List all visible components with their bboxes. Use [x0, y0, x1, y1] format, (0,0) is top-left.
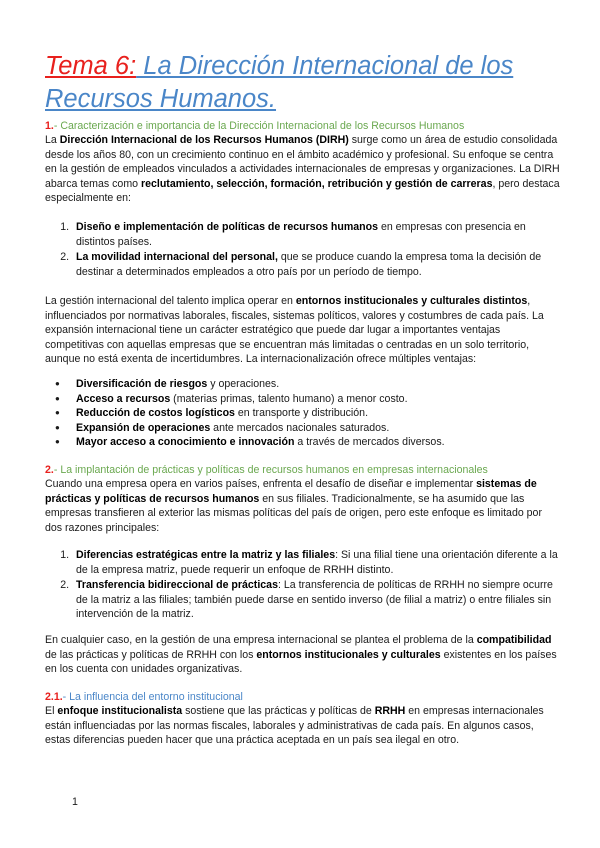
section-2-heading [45, 463, 561, 477]
section-2-1-paragraph-1: El enfoque institucionalista sostiene que las prácticas y políticas de RRHH en empresas internacionales están influenciadas por las normas fiscales, laborales y administrativas de cada país. En algunos casos, estas diferencias pueden hacer que una práctica aceptada en un país sea ilegal en otro. [45, 705, 544, 747]
section-1-bullets [45, 377, 561, 450]
section-1-list [45, 220, 561, 279]
section-2-paragraph-1: Cuando una empresa opera en varios países, enfrenta el desafío de diseñar e implementar sistemas de prácticas y políticas de recursos humanos en sus filiales. Tradicionalmente, se ha asumido que las empresas transfieren al exterior las mismas políticas del país de origen, pero este enfoque es limitado por dos razones principales: [45, 478, 542, 534]
list-item: ● Acceso a recursos (materias primas, talento humano) a menor costo. [72, 392, 561, 407]
section-2-number: 2. [45, 464, 54, 476]
list-item: 1. Diseño e implementación de políticas de recursos humanos en empresas con presencia en distintos países. [72, 220, 561, 249]
list-item: ● Expansión de operaciones ante mercados nacionales saturados. [72, 421, 561, 436]
list-item: 2. La movilidad internacional del personal, que se produce cuando la empresa toma la decisión de destinar a determinados empleados a otro país por un período de tiempo. [72, 250, 561, 279]
section-2-list [45, 548, 561, 622]
list-item: 2. Transferencia bidireccional de prácticas: La transferencia de políticas de RRHH no siempre ocurre de la matriz a las filiales; también puede darse en sentido inverso (de filial a matriz) o entre filiales sin intervención de la matriz. [72, 578, 561, 622]
section-2-1-heading [45, 690, 561, 704]
section-2-paragraph-2: En cualquier caso, en la gestión de una empresa internacional se plantea el problema de la compatibilidad de las prácticas y políticas de RRHH con los entornos institucionales y culturales existentes en los países en los cuenta con unidades organizativas. [45, 634, 557, 676]
section-1-heading [45, 119, 561, 133]
section-1 [45, 119, 561, 206]
list-item: ● Mayor acceso a conocimiento e innovación a través de mercados diversos. [72, 435, 561, 450]
section-1-number: 1. [45, 120, 54, 132]
section-1-paragraph-1: La Dirección Internacional de los Recursos Humanos (DIRH) surge como un área de estudio consolidada desde los años 80, con un crecimiento continuo en el ámbito académico y profesional. Su enfoque se centra en la gestión de empleados vinculados a actividades internacionales de empresas y organizaciones. La DIRH abarca temas como reclutamiento, selección, formación, retribución y gestión de carreras, pero destaca especialmente en: [45, 134, 560, 205]
title-text: La Dirección Internacional de los Recursos Humanos. [45, 52, 514, 113]
section-2 [45, 463, 561, 535]
list-item: ● Reducción de costos logísticos en transporte y distribución. [72, 406, 561, 421]
section-1-heading-text: - Caracterización e importancia de la Dirección Internacional de los Recursos Humanos [53, 120, 465, 132]
title-number: Tema 6: [45, 52, 137, 80]
page-number: 1 [72, 796, 78, 808]
list-item: 1. Diferencias estratégicas entre la matriz y las filiales: Si una filial tiene una orientación diferente a la de la empresa matriz, puede requerir un enfoque de RRHH distinto. [72, 548, 561, 577]
page-title [45, 50, 565, 116]
section-2-heading-text: - La implantación de prácticas y políticas de recursos humanos en empresas internacionales [53, 464, 488, 476]
section-1-paragraph-2: La gestión internacional del talento implica operar en entornos institucionales y culturales distintos, influenciados por normativas laborales, fiscales, sistemas políticos, valores y costumbres de cada país. La expansión internacional tiene un carácter estratégico que puede dar lugar a importantes ventajas competitivas con aquellas empresas que se encuentran más limitadas o centradas en un solo territorio, aunque no está exenta de incertidumbres. La internacionalización ofrece múltiples ventajas: [45, 295, 544, 366]
section-2-1 [45, 690, 561, 748]
section-2-1-number: 2.1. [45, 691, 63, 703]
section-2-1-heading-text: - La influencia del entorno institucional [62, 691, 243, 703]
list-item: ● Diversificación de riesgos y operaciones. [72, 377, 561, 392]
